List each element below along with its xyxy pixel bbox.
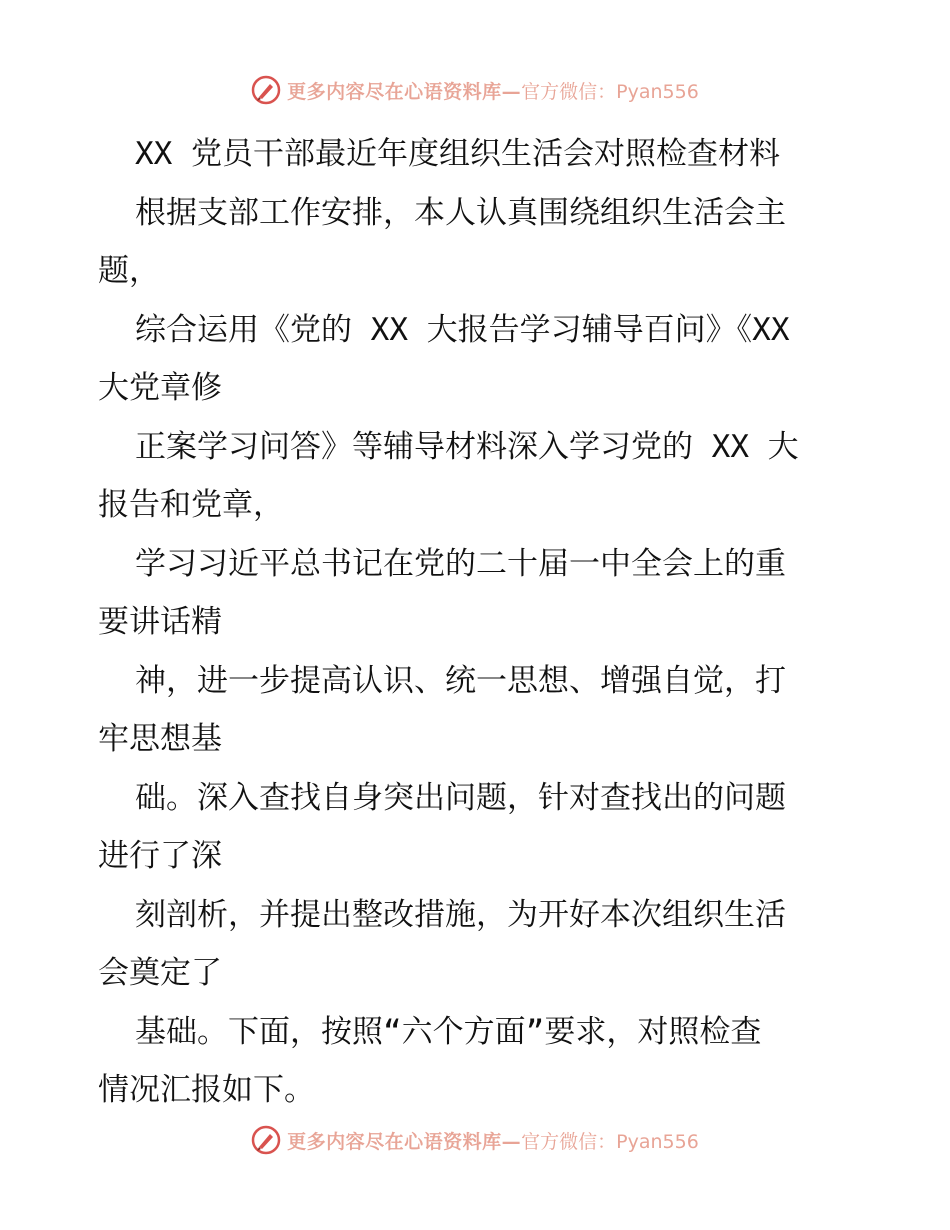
body-line: 神，进一步提高认识、统一思想、增强自觉，打	[135, 662, 786, 699]
body-line: 大党章修	[98, 370, 222, 406]
body-line: 根据支部工作安排，本人认真围绕组织生活会主	[135, 194, 786, 231]
body-line: 综合运用《党的 XX 大报告学习辅导百问》《XX	[135, 311, 790, 348]
body-line: 刻剖析，并提出整改措施，为开好本次组织生活	[135, 896, 786, 933]
body-line: 题，	[98, 253, 160, 289]
footer-banner	[0, 1120, 950, 1160]
body-line: 会奠定了	[98, 955, 222, 991]
body-line: 要讲话精	[98, 604, 222, 640]
body-line: 情况汇报如下。	[98, 1072, 315, 1108]
banner-wechat-text: 官方微信：Pyan556	[521, 80, 699, 103]
banner-wechat-text: 官方微信：Pyan556	[521, 1130, 699, 1153]
pen-logo-icon	[251, 1125, 281, 1155]
body-line: 进行了深	[98, 838, 222, 874]
pen-logo-icon	[251, 75, 281, 105]
body-line: 报告和党章，	[98, 487, 284, 523]
document-body	[98, 125, 858, 1120]
body-line: 正案学习问答》等辅导材料深入学习党的 XX 大	[135, 428, 799, 465]
banner-site-text: 更多内容尽在心语资料库—	[287, 1130, 522, 1153]
header-banner	[0, 70, 950, 110]
body-line: 牢思想基	[98, 721, 222, 757]
body-line: 础。深入查找自身突出问题，针对查找出的问题	[135, 779, 786, 816]
banner-site-text: 更多内容尽在心语资料库—	[287, 80, 522, 103]
body-line: 学习习近平总书记在党的二十届一中全会上的重	[135, 545, 786, 582]
body-line: 基础。下面，按照“六个方面”要求，对照检查	[135, 1013, 762, 1050]
document-title: XX 党员干部最近年度组织生活会对照检查材料	[135, 136, 780, 172]
